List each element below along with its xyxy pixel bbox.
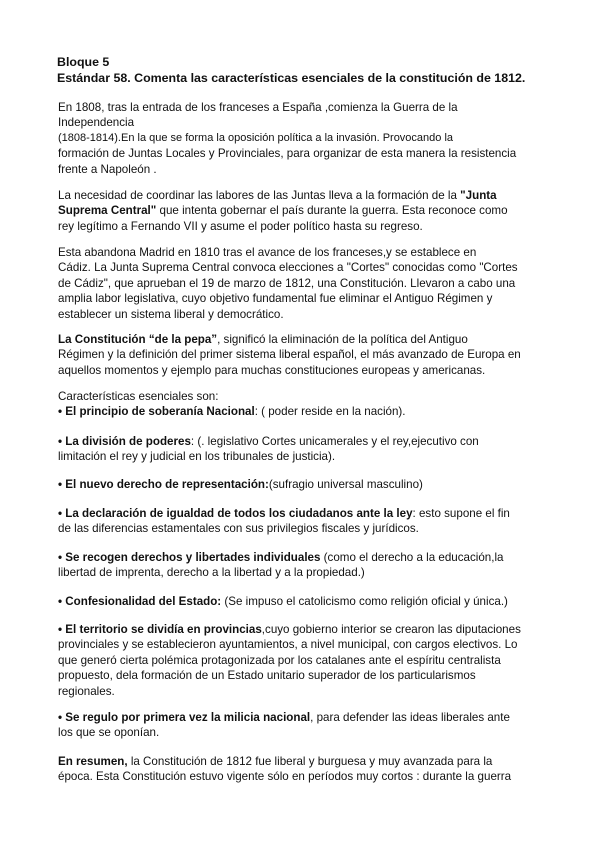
text-line: provinciales y se establecieron ayuntamientos, a nivel municipal, con cargos electivos. Lo — [58, 638, 518, 652]
bold-term: • El territorio se dividía en provincias — [58, 623, 262, 636]
text-line: Características esenciales son: — [58, 390, 219, 403]
text-line: que generó cierta polémica protagonizada por los catalanes ante el espíritu centralista — [58, 653, 501, 667]
standard-title: Estándar 58. Comenta las características esenciales de la constitución de 1812. — [57, 70, 526, 85]
text-line: Régimen y la definición del primer sistema liberal español, el más avanzado de Europa en — [58, 348, 521, 362]
text-span: : esto supone el fin — [412, 507, 510, 520]
text-span: la Constitución de 1812 fue liberal y burguesa y muy avanzada para la — [127, 755, 493, 768]
text-line: época. Esta Constitución estuvo vigente sólo en períodos muy cortos : durante la guerra — [58, 770, 512, 784]
text-line: de Cádiz", que aprueban el 19 de marzo de 1812, una Constitución. Llevaron a cabo una — [58, 276, 516, 290]
text-line: Cádiz. La Junta Suprema Central convoca elecciones a "Cortes" conocidas como "Cortes — [58, 261, 518, 275]
bold-term: La Constitución “de la pepa” — [58, 333, 218, 346]
paragraph-milicia — [58, 710, 544, 741]
text-span: (como el derecho a la educación,la — [320, 551, 504, 564]
text-line — [58, 754, 544, 769]
text-span: , para defender las ideas liberales ante — [310, 711, 510, 724]
text-line — [58, 710, 544, 725]
text-line: amplia labor legislativa, cuyo objetivo fundamental fue eliminar el Antiguo Régimen y — [58, 292, 493, 306]
text-line — [58, 622, 544, 637]
block-title: Bloque 5 — [57, 55, 110, 69]
paragraph-derechos — [58, 550, 544, 581]
text-line — [58, 434, 544, 449]
text-line: de las diferencias estamentales con sus privilegios fiscales y jurídicos. — [58, 522, 419, 536]
paragraph-igualdad — [58, 506, 544, 537]
text-span: , significó la eliminación de la política del Antiguo — [217, 333, 468, 346]
text-line: Esta abandona Madrid en 1810 tras el avance de los franceses,y se establece en — [58, 246, 477, 259]
paragraph-territorio — [58, 622, 544, 699]
text-line — [58, 550, 544, 565]
bold-term: "Junta — [460, 189, 497, 202]
paragraph-resumen — [58, 754, 544, 785]
paragraph-pepa — [58, 332, 544, 378]
text-line: Independencia — [58, 116, 135, 130]
text-span: : (. legislativo Cortes unicamerales y el rey,ejecutivo con — [190, 435, 479, 448]
text-line: propuesto, dela formación de un Estado unitario superador de los particularismos — [58, 669, 476, 683]
paragraph-soberania — [58, 389, 544, 420]
text-line: rey legítimo a Fernando VII y asume el poder político hasta su regreso. — [58, 219, 423, 233]
paragraph-cadiz — [58, 245, 544, 322]
paragraph-division-poderes — [58, 434, 544, 465]
document-header — [57, 55, 557, 86]
text-line: regionales. — [58, 684, 115, 698]
text-span: (sufragio universal masculino) — [268, 478, 423, 491]
bold-term: • Se regulo por primera vez la milicia nacional — [58, 711, 311, 724]
text-line: formación de Juntas Locales y Provinciales, para organizar de esta manera la resistencia — [58, 147, 517, 161]
paragraph-intro — [58, 100, 544, 177]
text-line: La necesidad de coordinar las labores de las Juntas lleva a la formación de la "Junta — [58, 189, 497, 202]
text-line — [58, 477, 544, 492]
text-line: establecer un sistema liberal y democrático. — [58, 307, 284, 321]
text-span: (Se impuso el catolicismo como religión oficial y única.) — [221, 595, 508, 608]
paragraph-confesionalidad — [58, 594, 544, 609]
text-line: libertad de imprenta, derecho a la libertad y a la propiedad.) — [58, 566, 365, 580]
paragraph-representacion — [58, 477, 544, 492]
text-line — [58, 594, 544, 609]
text-line: En 1808, tras la entrada de los franceses a España ,comienza la Guerra de la — [58, 101, 458, 114]
text-span: ,cuyo gobierno interior se crearon las diputaciones — [261, 623, 521, 636]
bold-term: • El principio de soberanía Nacional — [58, 405, 255, 419]
paragraph-junta-suprema — [58, 188, 544, 234]
bold-term: • La división de poderes — [58, 435, 191, 448]
text-line — [58, 404, 544, 419]
text-line: aquellos momentos y ejemplo para muchas constituciones europeas y americanas. — [58, 363, 486, 377]
bold-term: • Se recogen derechos y libertades individuales — [58, 551, 321, 564]
text-line — [58, 506, 544, 521]
bold-term: • El nuevo derecho de representación: — [58, 478, 269, 491]
bold-term: Suprema Central" — [58, 204, 157, 218]
text-line: Suprema Central" que intenta gobernar el país durante la guerra. Esta reconoce como — [58, 204, 508, 218]
bold-term: • La declaración de igualdad de todos los ciudadanos ante la ley — [58, 507, 413, 520]
text-line: limitación el rey y judicial en los tribunales de justicia). — [58, 450, 336, 464]
text-span: : ( poder reside en la nación). — [254, 405, 406, 419]
text-line: los que se oponían. — [58, 726, 160, 740]
text-line: frente a Napoleón . — [58, 162, 157, 176]
text-line — [58, 332, 544, 347]
text-line: (1808-1814).En la que se forma la oposición política a la invasión. Provocando la — [58, 131, 454, 144]
bold-term: • Confesionalidad del Estado: — [58, 595, 222, 608]
bold-term: En resumen, — [58, 755, 128, 768]
